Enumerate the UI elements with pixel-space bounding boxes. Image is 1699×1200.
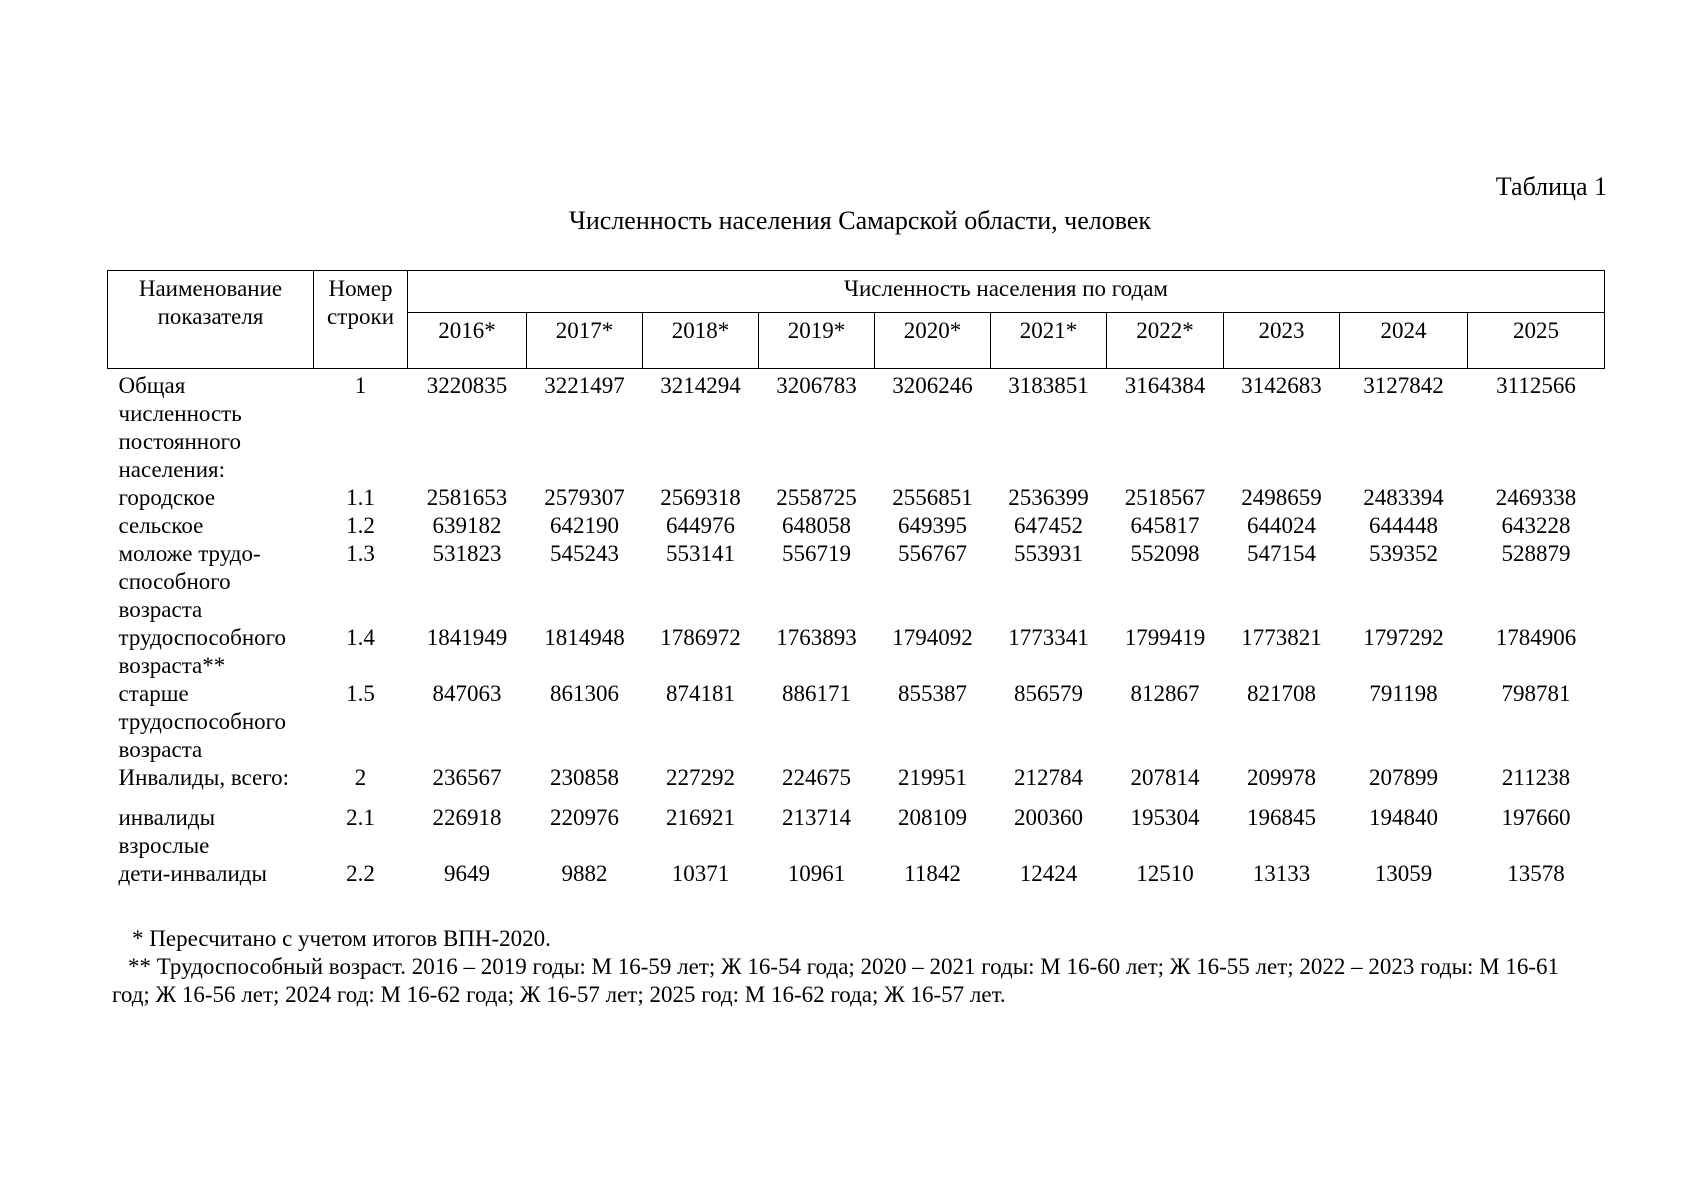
population-value: 647452 [1014,513,1083,538]
population-value: 3221497 [544,373,625,398]
row-number: 1.2 [346,513,375,538]
population-value: 209978 [1247,765,1316,790]
indicator-name: городское [118,485,216,510]
population-value: 200360 [1014,805,1083,830]
population-value: 9882 [561,861,608,886]
row-number: 2.2 [346,861,375,886]
population-value: 13133 [1252,861,1311,886]
header-year: 2020* [875,313,991,369]
header-year: 2019* [759,313,875,369]
table-number: Таблица 1 [1495,172,1607,201]
population-value: 3164384 [1124,373,1206,398]
population-value: 10371 [671,861,730,886]
population-value: 1786972 [660,625,741,650]
row-number: 2.1 [346,805,375,830]
table-row [108,512,1605,540]
footnote-working-age: ** Трудоспособный возраст. 2016 – 2019 годы: М 16-59 лет; Ж 16-54 года; 2020 – 2021 годы: М 16-60 лет; Ж 16-55 лет; 2022 – 2023 годы: М 16-61 год; Ж 16-56 лет; 2024 год: М 16-62 года; Ж 16-57 лет; 2025 год: М 16-62 года; Ж 16-57 лет. [112,954,1560,1007]
row-number: 1.5 [346,681,375,706]
population-value: 3214294 [660,373,741,398]
population-value: 2498659 [1241,485,1322,510]
population-value: 643228 [1501,513,1571,538]
population-value: 644976 [666,513,735,538]
population-value: 2518567 [1124,485,1206,510]
population-value: 556719 [782,541,851,566]
population-value: 847063 [432,681,502,706]
table-row [108,540,1605,624]
population-value: 1773341 [1008,625,1089,650]
population-value: 539352 [1369,541,1438,566]
population-value: 645817 [1130,513,1200,538]
table-row [108,624,1605,680]
footnote-recalculated: * Пересчитано с учетом итогов ВПН-2020. [132,926,551,951]
population-value: 216921 [666,805,735,830]
header-year: 2017* [527,313,643,369]
population-value: 639182 [432,513,502,538]
table-row [108,792,1605,860]
population-value: 642190 [550,513,619,538]
header-year: 2024 [1340,313,1468,369]
population-value: 236567 [432,765,502,790]
population-value: 2581653 [426,485,508,510]
document-title: Численность населения Самарской области, человек [568,206,1152,235]
population-value: 1797292 [1363,625,1444,650]
population-value: 874181 [666,681,735,706]
population-value: 2536399 [1008,485,1089,510]
table-row [108,484,1605,512]
header-year: 2016* [408,313,527,369]
row-number: 1.3 [346,541,375,566]
population-value: 649395 [898,513,967,538]
header-row-number: Номер строки [314,271,408,369]
population-value: 861306 [550,681,619,706]
population-value: 2579307 [544,485,625,510]
population-value: 213714 [782,805,851,830]
population-value: 3206783 [776,373,857,398]
population-value: 2483394 [1363,485,1444,510]
population-value: 821708 [1247,681,1316,706]
population-value: 1773821 [1241,625,1322,650]
population-table [107,270,1605,888]
population-value: 644024 [1247,513,1316,538]
population-value: 3220835 [426,373,508,398]
population-value: 855387 [898,681,967,706]
population-value: 195304 [1130,805,1200,830]
table-row [108,764,1605,792]
population-value: 11842 [904,861,961,886]
indicator-name: инвалиды взрослые [118,805,216,858]
population-value: 3112566 [1496,373,1576,398]
header-indicator-name: Наименование показателя [108,271,314,369]
population-value: 798781 [1501,681,1571,706]
population-value: 3206246 [892,373,973,398]
population-value: 2569318 [660,485,741,510]
table-row [108,680,1605,764]
population-value: 1799419 [1124,625,1206,650]
row-number: 2 [354,765,367,790]
population-value: 196845 [1247,805,1316,830]
footnotes [112,925,1592,1009]
population-value: 556767 [898,541,967,566]
header-year: 2021* [991,313,1107,369]
population-value: 648058 [782,513,851,538]
population-value: 1841949 [426,625,508,650]
population-value: 545243 [550,541,619,566]
population-value: 197660 [1501,805,1571,830]
population-value: 1763893 [776,625,857,650]
population-value: 644448 [1369,513,1438,538]
header-year: 2025 [1468,313,1605,369]
population-value: 219951 [898,765,967,790]
population-value: 791198 [1369,681,1438,706]
table-row [108,860,1605,888]
indicator-name: старше трудоспособного возраста [118,681,287,762]
population-value: 226918 [432,805,502,830]
population-value: 2469338 [1495,485,1577,510]
indicator-name: Инвалиды, всего: [118,765,290,790]
row-number: 1.4 [346,625,375,650]
population-value: 552098 [1130,541,1200,566]
header-year: 2023 [1224,313,1340,369]
population-value: 10961 [787,861,846,886]
table-header [108,271,1605,369]
population-value: 211238 [1501,765,1571,790]
population-value: 194840 [1369,805,1438,830]
population-value: 812867 [1130,681,1200,706]
indicator-name: Общая численность постоянного населения: [118,373,242,482]
population-value: 220976 [550,805,619,830]
header-year: 2022* [1107,313,1224,369]
population-value: 886171 [782,681,851,706]
table-body [108,369,1605,889]
population-value: 12510 [1136,861,1194,886]
population-value: 207899 [1369,765,1438,790]
indicator-name: трудоспособного возраста** [118,625,287,678]
population-value: 528879 [1501,541,1571,566]
population-value: 547154 [1247,541,1316,566]
population-value: 230858 [550,765,619,790]
header-year: 2018* [643,313,759,369]
population-value: 553141 [666,541,735,566]
population-value: 224675 [782,765,851,790]
population-value: 208109 [898,805,967,830]
population-value: 2556851 [892,485,973,510]
population-value: 212784 [1014,765,1083,790]
population-value: 1794092 [892,625,973,650]
population-value: 1784906 [1495,625,1577,650]
population-value: 1814948 [544,625,625,650]
population-value: 12424 [1019,861,1078,886]
indicator-name: моложе трудо-способного возраста [118,541,261,622]
population-value: 531823 [432,541,502,566]
header-population-by-years: Численность населения по годам [408,271,1605,313]
population-value: 3183851 [1008,373,1089,398]
row-number: 1.1 [346,485,375,510]
population-value: 3142683 [1241,373,1322,398]
row-number: 1 [354,373,367,398]
population-value: 13578 [1507,861,1565,886]
population-value: 553931 [1014,541,1083,566]
population-value: 227292 [666,765,735,790]
table-row [108,369,1605,485]
indicator-name: дети-инвалиды [118,861,267,886]
population-value: 13059 [1374,861,1433,886]
population-value: 9649 [444,861,490,886]
population-value: 207814 [1130,765,1200,790]
population-value: 2558725 [776,485,857,510]
population-value: 856579 [1014,681,1083,706]
population-value: 3127842 [1363,373,1444,398]
indicator-name: сельское [118,513,204,538]
